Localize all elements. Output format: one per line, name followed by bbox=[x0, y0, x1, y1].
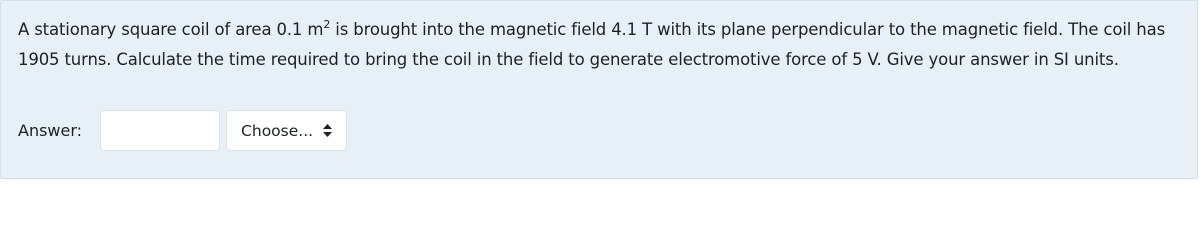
question-text bbox=[18, 15, 1183, 75]
answer-row bbox=[18, 109, 347, 152]
unit-select-value: Choose... bbox=[241, 121, 314, 140]
question-text-part2: is brought into the magnetic field 4.1 T with its plane perpendicular to the magnetic field. The coil has 1905 turns. Calculate the time required to bring the coil in the field to generate electromotive force of 5 V. Give your answer in SI units. bbox=[18, 20, 1166, 69]
updown-arrows-icon bbox=[323, 124, 332, 137]
question-text-part1: A stationary square coil of area 0.1 m bbox=[18, 20, 324, 39]
unit-select[interactable] bbox=[226, 110, 347, 151]
area-unit-superscript: 2 bbox=[323, 17, 331, 31]
answer-label: Answer: bbox=[18, 121, 83, 140]
answer-input[interactable] bbox=[100, 110, 220, 151]
